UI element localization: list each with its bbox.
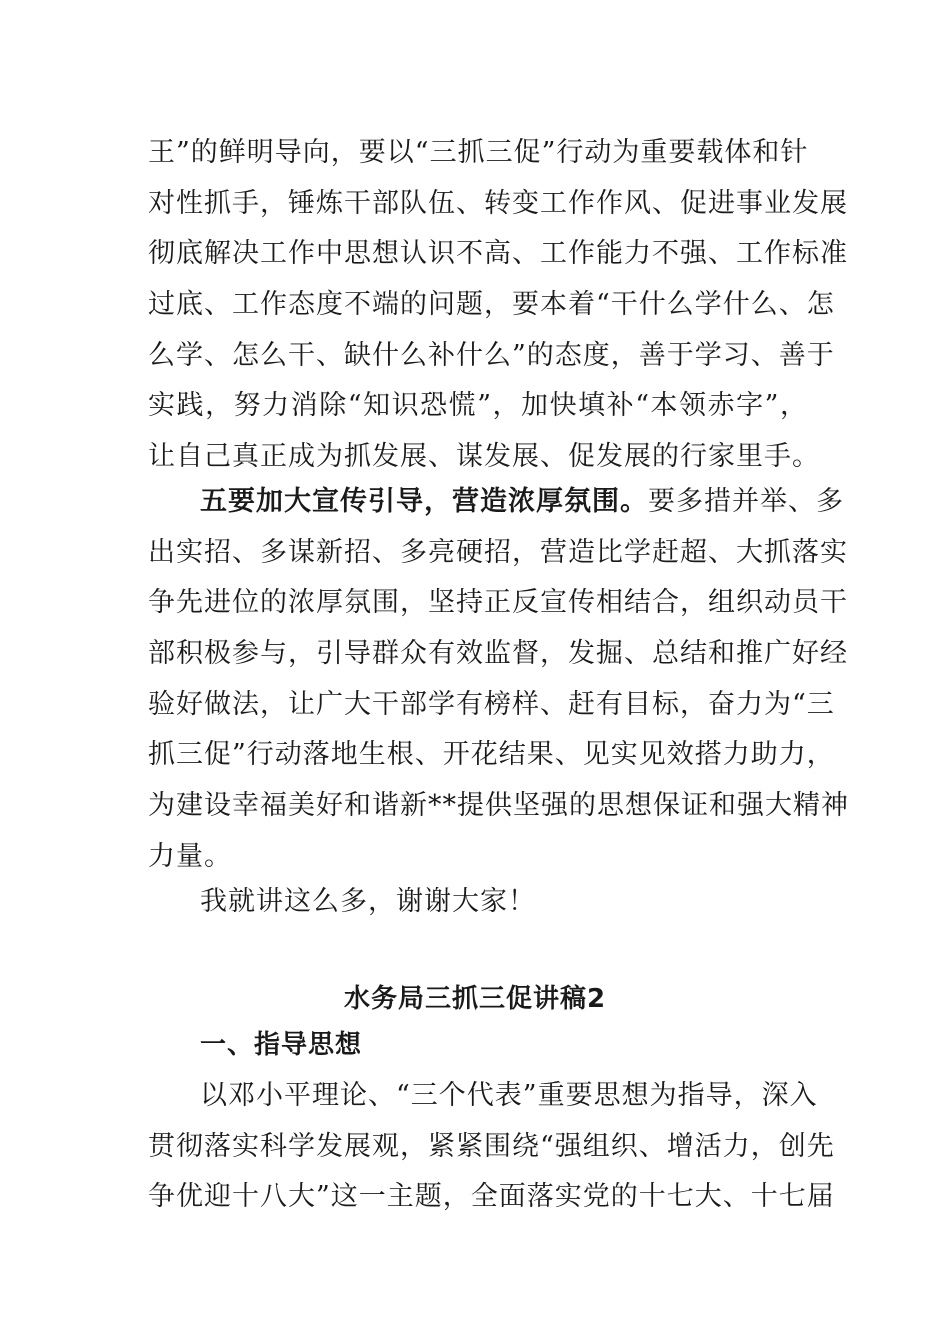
text-line: 争优迎十八大”这一主题，全面落实党的十七大、十七届 bbox=[148, 1181, 835, 1213]
text-line: 验好做法，让广大干部学有榜样、赶有目标，奋力为“三 bbox=[148, 688, 835, 720]
paragraph-lead-bold: 五要加大宣传引导，营造浓厚氛围。 bbox=[200, 486, 648, 517]
paragraph-continuation bbox=[148, 128, 848, 483]
text-line: 力量。 bbox=[148, 840, 232, 872]
closing-text: 我就讲这么多，谢谢大家！ bbox=[200, 886, 536, 917]
text-line: 贯彻落实科学发展观，紧紧围绕“强组织、增活力，创先 bbox=[148, 1130, 835, 1162]
text-line: 么学、怎么干、缺什么补什么”的态度，善于学习、善于 bbox=[148, 339, 835, 371]
section-heading: 一、指导思想 bbox=[200, 1030, 363, 1060]
paragraph-lead-rest: 要多措并举、多 bbox=[648, 486, 844, 517]
text-line: 抓三促”行动落地生根、开花结果、见实见效搭力助力， bbox=[148, 739, 835, 771]
closing-paragraph bbox=[148, 877, 808, 928]
paragraph-five bbox=[148, 477, 849, 883]
text-line: 让自己真正成为抓发展、谋发展、促发展的行家里手。 bbox=[148, 441, 820, 473]
text-line: 彻底解决工作中思想认识不高、工作能力不强、工作标准 bbox=[148, 238, 848, 270]
text-line: 部积极参与，引导群众有效监督，发掘、总结和推广好经 bbox=[148, 638, 848, 670]
text-line: 以邓小平理论、“三个代表”重要思想为指导，深入 bbox=[200, 1080, 818, 1111]
text-line: 出实招、多谋新招、多亮硬招，营造比学赶超、大抓落实 bbox=[148, 536, 848, 568]
text-line: 为建设幸福美好和谐新**提供坚强的思想保证和强大精神 bbox=[148, 790, 849, 822]
text-line: 对性抓手，锤炼干部队伍、转变工作作风、促进事业发展 bbox=[148, 187, 848, 219]
paragraph-guiding-ideology bbox=[148, 1071, 835, 1223]
text-line: 王”的鲜明导向，要以“三抓三促”行动为重要载体和针 bbox=[148, 137, 809, 168]
text-line: 过底、工作态度不端的问题，要本着“干什么学什么、怎 bbox=[148, 289, 835, 321]
text-line: 争先进位的浓厚氛围，坚持正反宣传相结合，组织动员干 bbox=[148, 587, 848, 619]
text-line-first bbox=[148, 477, 844, 528]
document-title: 水务局三抓三促讲稿2 bbox=[343, 984, 607, 1014]
text-line: 实践，努力消除“知识恐慌”，加快填补“本领赤字”， bbox=[148, 390, 808, 422]
